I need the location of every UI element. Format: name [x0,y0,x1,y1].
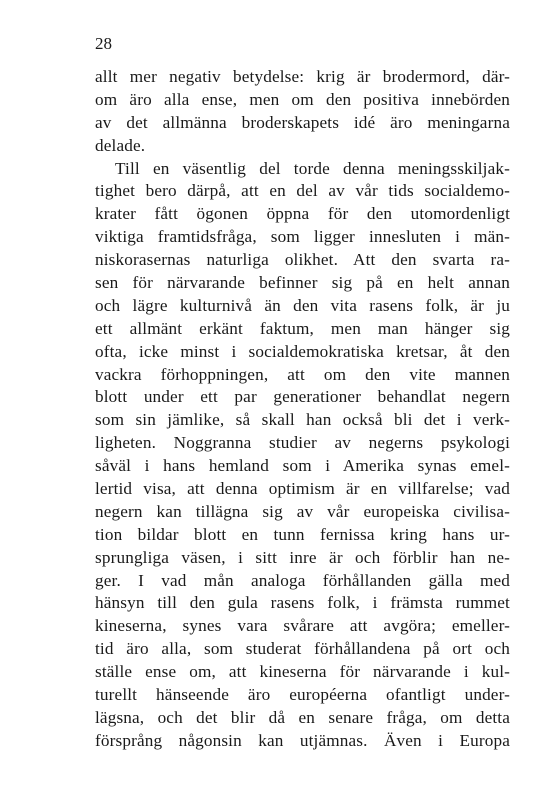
text-line: sen för närvarande befinner sig på en helt annan [95,273,510,293]
text-line: sprungliga väsen, i sitt inre är och förblir han ne- [95,547,510,567]
text-line: ett allmänt erkänt faktum, men man hänger sig [95,318,510,338]
text-line: delade. [95,135,146,155]
text-line: Till en väsentlig del torde denna meningsskiljak- [115,158,510,178]
text-line: lägsna, och det blir då en senare fråga, om detta [95,707,510,727]
text-line: tid äro alla, som studerat förhållandena på ort och [95,639,510,659]
text-line: såväl i hans hemland som i Amerika synas emel- [95,456,510,476]
text-line: allt mer negativ betydelse: krig är brodermord, där- [95,67,510,86]
text-line: niskorasernas naturliga olikhet. Att den svarta ra- [95,250,510,270]
text-line: som sin jämlike, så skall han också bli det i verk- [95,410,510,430]
text-line: viktiga framtidsfråga, som ligger innesluten i män- [95,227,510,247]
text-line: krater fått ögonen öppna för den utomordenligt [95,204,510,224]
text-line: ger. I vad mån analoga förhållanden gälla med [95,570,510,590]
text-line: vackra förhoppningen, att om den vite mannen [95,364,510,384]
text-line: lertid visa, att denna optimism är en villfarelse; vad [95,479,510,499]
text-line: negern kan tillägna sig av vår europeiska civilisa- [95,501,510,521]
text-line: tion bildar blott en tunn fernissa kring hans ur- [95,524,510,544]
text-line: blott under ett par generationer behandlat negern [95,387,510,407]
text-line: turellt hänseende äro européerna ofantligt under- [95,685,510,705]
text-line: om äro alla ense, men om den positiva innebörden [95,89,510,109]
text-line: och lägre kulturnivå än den vita rasens folk, är ju [95,295,510,315]
text-line: ställe ense om, att kineserna för närvarande i kul- [95,662,510,682]
text-line: tighet bero därpå, att en del av vår tids socialdemo- [95,181,510,201]
text-line: kineserna, synes vara svårare att avgöra; emeller- [95,616,510,636]
text-line: hänsyn till den gula rasens folk, i främsta rummet [95,593,510,613]
text-line: ligheten. Noggranna studier av negerns psykologi [95,433,510,453]
text-line: av det allmänna broderskapets idé äro meningarna [95,112,510,132]
text-line: försprång någonsin kan utjämnas. Även i Europa [95,730,510,750]
text-line: ofta, icke minst i socialdemokratiska kretsar, åt den [95,341,510,361]
page-number: 28 [95,34,112,53]
body-text [95,66,510,753]
